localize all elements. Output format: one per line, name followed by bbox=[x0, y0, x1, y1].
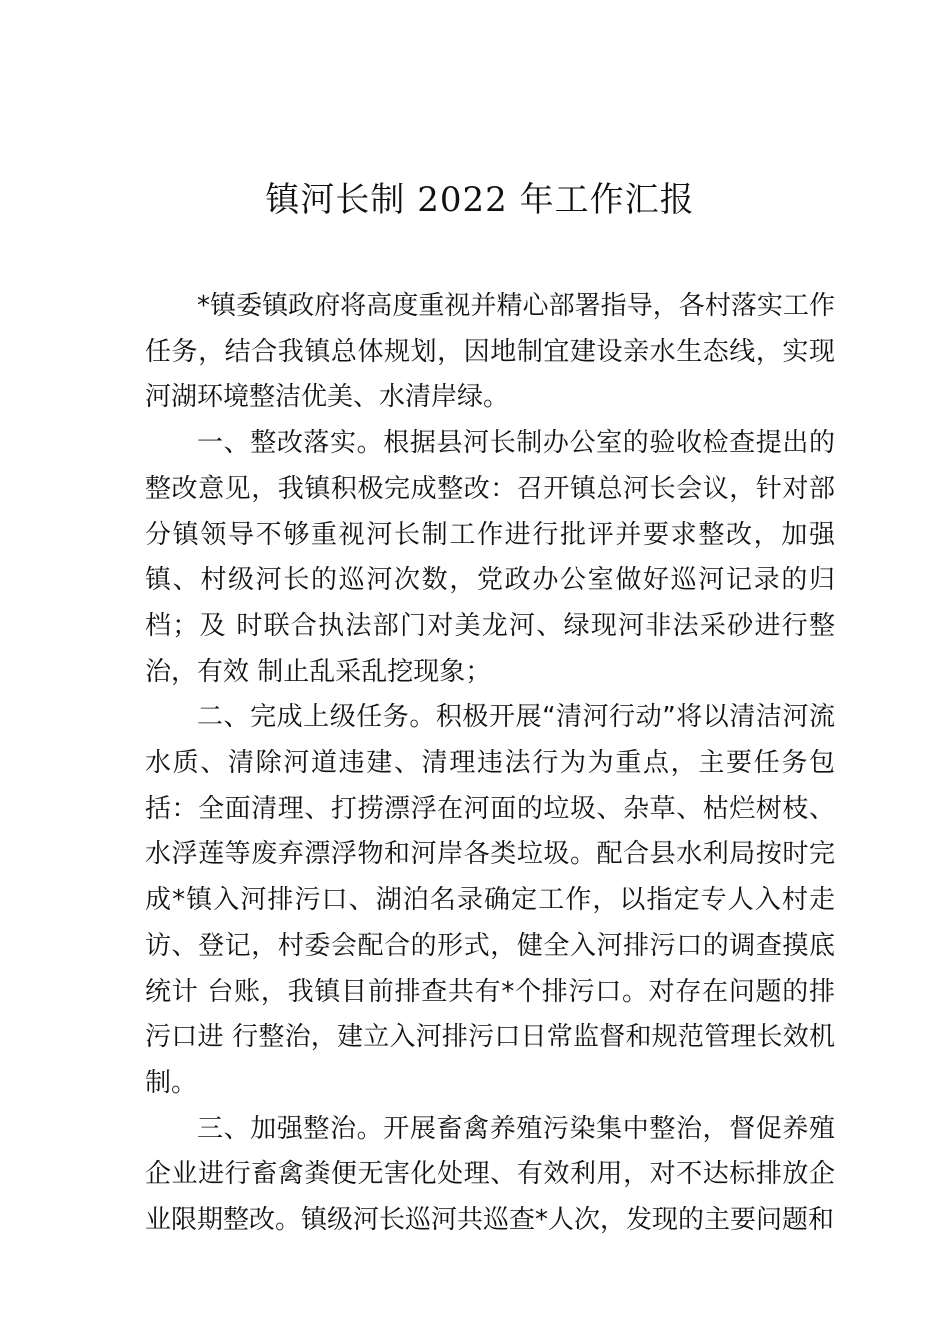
paragraph-section-2: 二、完成上级任务。积极开展“清河行动”将以清洁河流水质、清除河道违建、清理违法行为为重点，主要任务包括：全面清理、打捞漂浮在河面的垃圾、杂草、枯烂树枝、水浮莲等废弃漂浮物和河岸各类垃圾。配合县水利局按时完 成*镇入河排污口、湖泊名录确定工作，以指定专人入村走访、登记，村委会配合的形式，健全入河排污口的调查摸底统计 台账，我镇目前排查共有*个排污口。对存在问题的排污口进 行整治，建立入河排污口日常监督和规范管理长效机制。 bbox=[145, 702, 835, 1098]
document-title: 镇河长制 2022 年工作汇报 bbox=[265, 180, 695, 220]
paragraph-intro: *镇委镇政府将高度重视并精心部署指导，各村落实工作任务，结合我镇总体规划，因地制宜建设亲水生态线，实现河湖环境整洁优美、水清岸绿。 bbox=[145, 291, 835, 413]
paragraph-section-1: 一、整改落实。根据县河长制办公室的验收检查提出的整改意见，我镇积极完成整改：召开镇总河长会议，针对部 分镇领导不够重视河长制工作进行批评并要求整改，加强镇、村级河长的巡河次数，党政办公室做好巡河记录的归档；及 时联合执法部门对美龙河、绿现河非法采砂进行整治，有效 制止乱采乱挖现象； bbox=[145, 428, 835, 687]
document-body bbox=[145, 284, 835, 1244]
paragraph-section-3: 三、加强整治。开展畜禽养殖污染集中整治，督促养殖企业进行畜禽粪便无害化处理、有效利用，对不达标排放企业限期整改。镇级河长巡河共巡查*人次，发现的主要问题和 bbox=[145, 1113, 835, 1236]
